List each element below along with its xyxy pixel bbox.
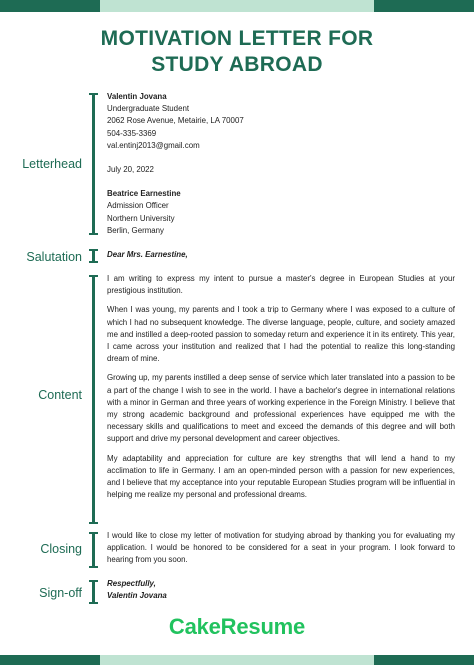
signoff-line-1: Respectfully, <box>107 579 156 588</box>
cakeresume-logo: CakeResume <box>168 614 306 639</box>
closing-paragraph: I would like to close my letter of motivation for studying abroad by thanking you for evaluating my application. I would be honored to be considered for a seat in your program. I look forward to hearing from you soon. <box>107 531 455 565</box>
bottom-bar-left-segment <box>0 655 100 665</box>
signoff-line-2: Valentin Jovana <box>107 591 167 601</box>
top-bar-left-segment <box>0 0 100 12</box>
content-paragraph-1: I am writing to express my intent to pursue a master's degree in European Studies at your prestigious institution. <box>107 274 455 296</box>
section-label-signoff: Sign-off <box>39 586 82 600</box>
bottom-decorative-bar <box>0 655 474 665</box>
sender-name: Valentin Jovana <box>107 92 167 101</box>
bracket-salutation <box>92 249 95 263</box>
content-paragraph-4: My adaptability and appreciation for culture are key strengths that will lend a hand to my acclimation to life in Germany. I am an open-minded person with a passion for new experiences, and I believe that my acceptance into your reputable European Studies program will be influential in helping me realize my personal and professional dreams. <box>107 453 455 500</box>
recipient-location: Berlin, Germany <box>107 225 165 235</box>
bracket-closing <box>92 532 95 568</box>
recipient-organization: Northern University <box>107 213 175 223</box>
content-paragraph-3: Growing up, my parents instilled a deep sense of service which later translated into a passion to be a part of the change I wish to see in the world. I have a bachelor's degree in international relations with a minor in German and three years of working experience in the Foreign Ministry. I believe that my strong academic background and professional experiences have equipped me with the necessary skills and qualifications to meet and exceed the demands of this degree and will both support and drive my personal development and career objectives. <box>107 373 455 444</box>
title-line-1: MOTIVATION LETTER FOR <box>100 27 374 50</box>
top-decorative-bar <box>0 0 474 12</box>
content-block <box>107 273 455 508</box>
document-title <box>0 26 474 78</box>
sender-phone: 504-335-3369 <box>107 128 157 138</box>
bracket-signoff <box>92 580 95 604</box>
letter-date: July 20, 2022 <box>107 165 154 175</box>
salutation-block <box>107 249 455 261</box>
section-label-closing: Closing <box>40 542 82 556</box>
salutation-text: Dear Mrs. Earnestine, <box>107 250 188 259</box>
section-label-content: Content <box>38 388 82 402</box>
section-label-letterhead: Letterhead <box>22 157 82 171</box>
signoff-block <box>107 578 455 602</box>
title-line-2: STUDY ABROAD <box>151 53 323 76</box>
content-paragraph-2: When I was young, my parents and I took a trip to Germany where I was exposed to a culture of which I had no subsequent knowledge. The diverse language, people, culture, and society amazed me and instilled a deep-rooted passion to someday return and experience it in its entirety. This year, I came across your institution and realized that I had the potential to realize this long-standing dream of mine. <box>107 305 455 364</box>
top-bar-right-segment <box>374 0 474 12</box>
bottom-bar-right-segment <box>374 655 474 665</box>
top-bar-middle-segment <box>100 0 374 12</box>
recipient-title: Admission Officer <box>107 201 169 211</box>
sender-email: val.entinj2013@gmail.com <box>107 140 200 150</box>
sender-address: 2062 Rose Avenue, Metairie, LA 70007 <box>107 116 244 126</box>
bracket-content <box>92 275 95 524</box>
bottom-bar-middle-segment <box>100 655 374 665</box>
section-label-salutation: Salutation <box>26 250 82 264</box>
closing-block <box>107 530 455 574</box>
bracket-letterhead <box>92 93 95 235</box>
letterhead-block <box>107 91 455 237</box>
sender-title: Undergraduate Student <box>107 104 190 114</box>
recipient-name: Beatrice Earnestine <box>107 189 181 199</box>
